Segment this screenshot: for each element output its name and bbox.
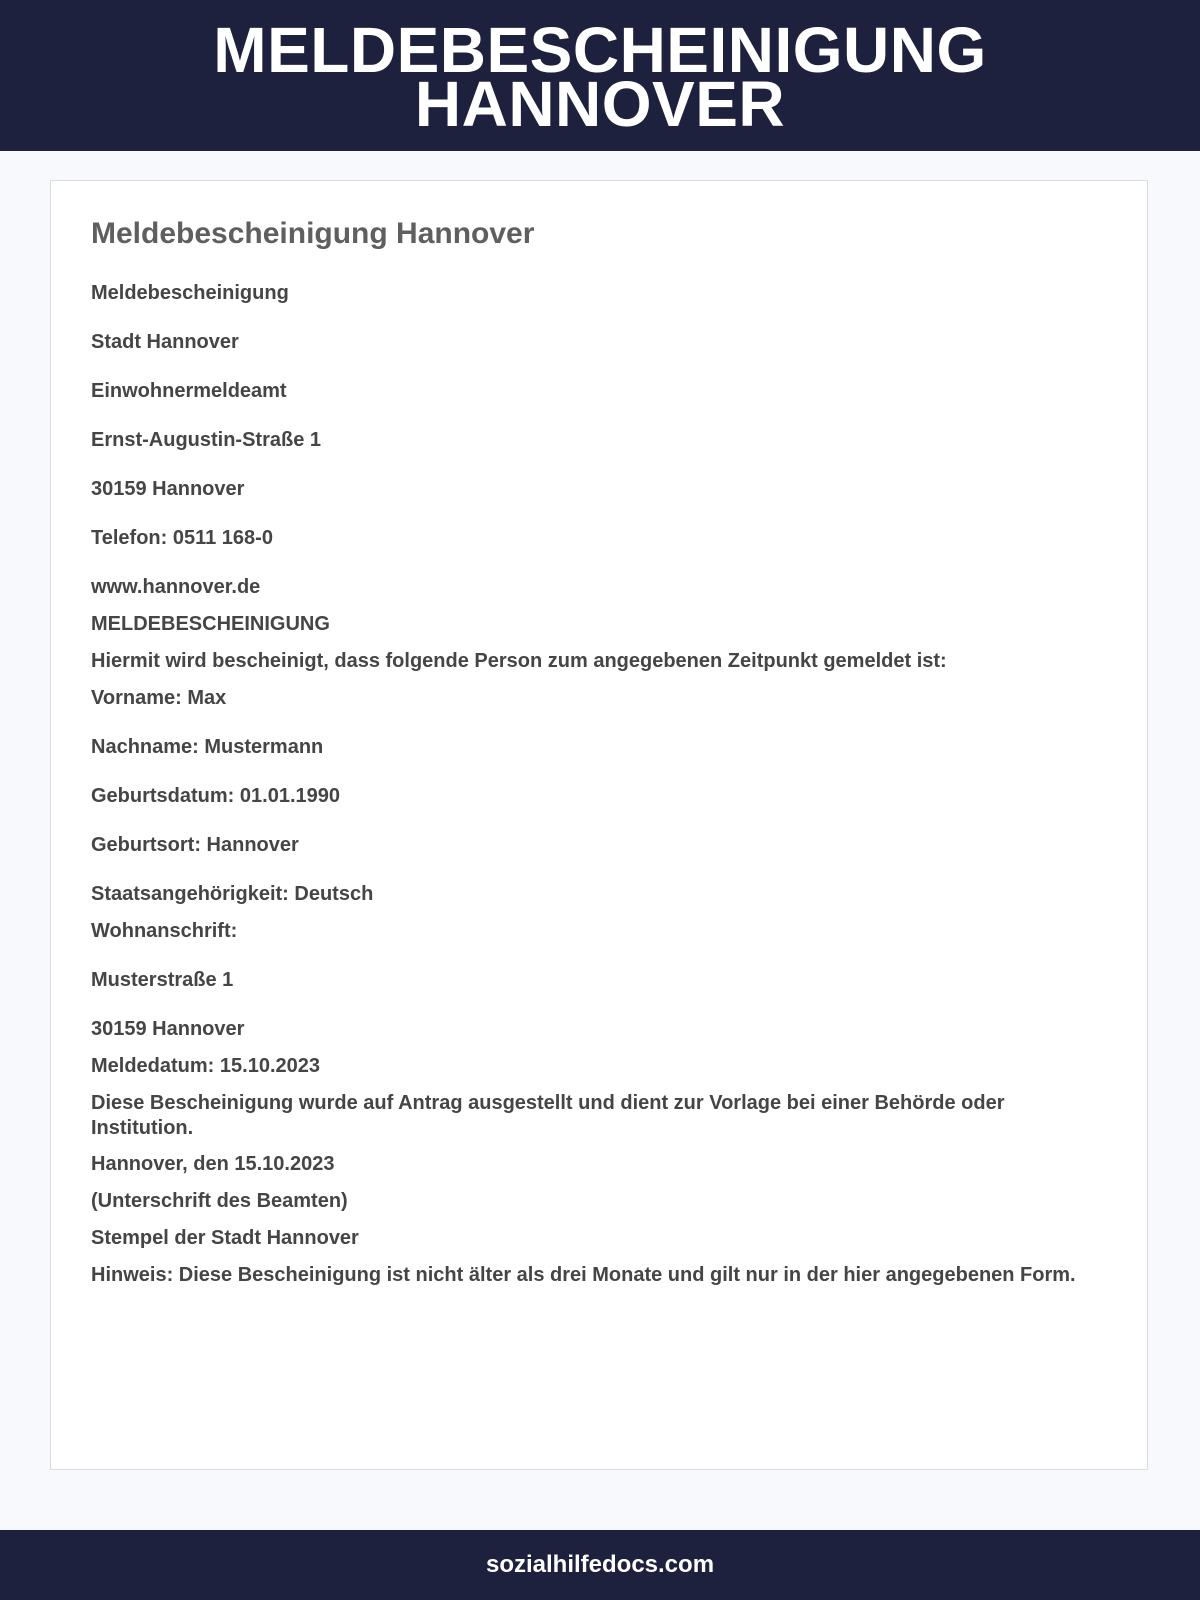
- issuer-city: Stadt Hannover: [91, 331, 239, 353]
- person-birth-date: Geburtsdatum: 01.01.1990: [91, 785, 340, 807]
- person-nationality: Staatsangehörigkeit: Deutsch: [91, 883, 374, 905]
- document-sheet: [50, 180, 1148, 1470]
- issuer-office: Einwohnermeldeamt: [91, 380, 287, 402]
- person-first-name: Vorname: Max: [91, 687, 227, 709]
- purpose-text: Diese Bescheinigung wurde auf Antrag ausgestellt und dient zur Vorlage bei einer Behörde oder Institution.: [91, 1092, 1005, 1139]
- issuer-phone: Telefon: 0511 168-0: [91, 527, 273, 549]
- banner-title-line-2: HANNOVER: [414, 67, 786, 140]
- address-street: Musterstraße 1: [91, 969, 234, 991]
- intro-text: Hiermit wird bescheinigt, dass folgende Person zum angegebenen Zeitpunkt gemeldet ist:: [91, 650, 947, 672]
- stamp-line: Stempel der Stadt Hannover: [91, 1227, 359, 1249]
- footer-site-name: sozialhilfedocs.com: [485, 1551, 715, 1578]
- header-banner: [0, 0, 1200, 151]
- signature-line: (Unterschrift des Beamten): [91, 1190, 348, 1212]
- person-last-name: Nachname: Mustermann: [91, 736, 324, 758]
- issuer-street: Ernst-Augustin-Straße 1: [91, 429, 322, 451]
- note-text: Hinweis: Diese Bescheinigung ist nicht älter als drei Monate und gilt nur in der hier angegebenen Form.: [91, 1264, 1076, 1286]
- place-date: Hannover, den 15.10.2023: [91, 1153, 335, 1175]
- banner-title-line-1: MELDEBESCHEINIGUNG: [213, 13, 987, 86]
- registration-date: Meldedatum: 15.10.2023: [91, 1055, 320, 1077]
- issuer-website: www.hannover.de: [91, 576, 261, 598]
- banner-title: [213, 13, 987, 140]
- address-label: Wohnanschrift:: [91, 920, 238, 942]
- address-postal-city: 30159 Hannover: [91, 1018, 245, 1040]
- issuer-postal-city: 30159 Hannover: [91, 478, 245, 500]
- issuer-heading: Meldebescheinigung: [91, 282, 289, 304]
- document-title: Meldebescheinigung Hannover: [91, 217, 535, 250]
- footer-bar: [0, 1530, 1200, 1600]
- section-heading: MELDEBESCHEINIGUNG: [91, 613, 330, 635]
- person-birth-place: Geburtsort: Hannover: [91, 834, 299, 856]
